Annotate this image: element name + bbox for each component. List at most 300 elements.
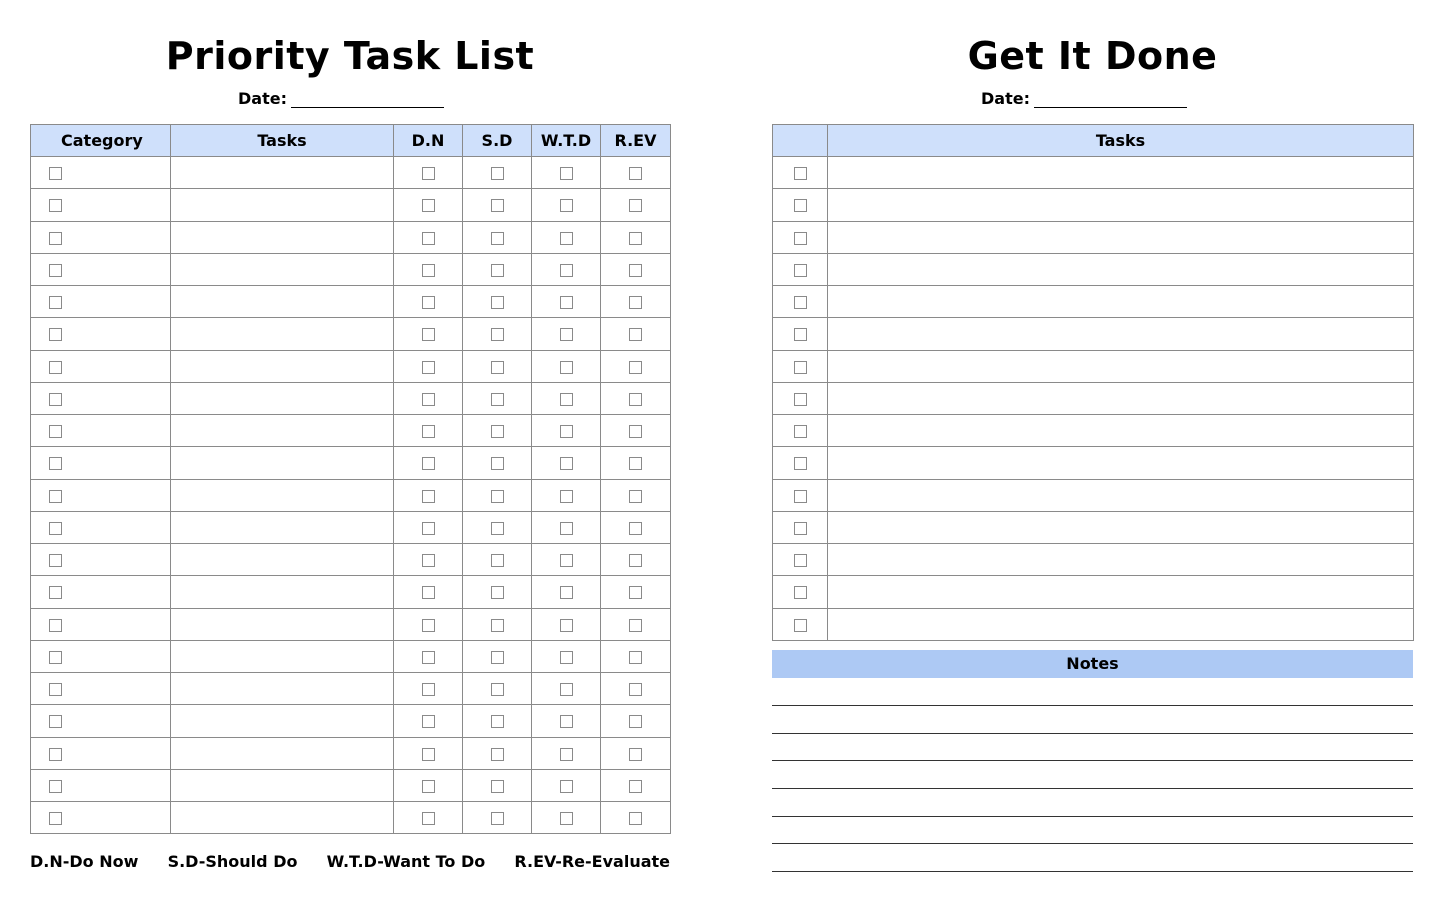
category-cell — [31, 737, 171, 769]
tasks-cell[interactable] — [171, 318, 394, 350]
category-checkbox[interactable] — [49, 232, 62, 245]
tasks-cell[interactable] — [171, 576, 394, 608]
re-evaluate-checkbox[interactable] — [629, 586, 642, 599]
do-now-checkbox[interactable] — [422, 393, 435, 406]
table-row — [31, 221, 671, 253]
notes-line[interactable] — [772, 733, 1413, 734]
table-row — [31, 640, 671, 672]
want-to-do-cell — [532, 318, 601, 350]
legend-re-evaluate: R.EV-Re-Evaluate — [514, 852, 670, 871]
do-now-cell — [394, 415, 463, 447]
want-to-do-checkbox[interactable] — [560, 425, 573, 438]
should-do-cell — [463, 511, 532, 543]
tasks-cell[interactable] — [171, 415, 394, 447]
notes-header: Notes — [772, 650, 1413, 678]
do-now-checkbox[interactable] — [422, 167, 435, 180]
should-do-cell — [463, 189, 532, 221]
should-do-checkbox[interactable] — [491, 522, 504, 535]
want-to-do-checkbox[interactable] — [560, 586, 573, 599]
should-do-cell — [463, 157, 532, 189]
table-row — [31, 705, 671, 737]
check-cell — [773, 189, 828, 221]
should-do-cell — [463, 802, 532, 834]
want-to-do-checkbox[interactable] — [560, 328, 573, 341]
category-cell — [31, 640, 171, 672]
do-now-checkbox[interactable] — [422, 296, 435, 309]
check-cell — [773, 415, 828, 447]
should-do-checkbox[interactable] — [491, 199, 504, 212]
task-checkbox[interactable] — [794, 393, 807, 406]
notes-line[interactable] — [772, 760, 1413, 761]
task-cell[interactable] — [828, 350, 1414, 382]
do-now-cell — [394, 221, 463, 253]
tasks-cell[interactable] — [171, 802, 394, 834]
want-to-do-checkbox[interactable] — [560, 812, 573, 825]
do-now-checkbox[interactable] — [422, 522, 435, 535]
do-now-checkbox[interactable] — [422, 457, 435, 470]
want-to-do-checkbox[interactable] — [560, 490, 573, 503]
want-to-do-cell — [532, 544, 601, 576]
should-do-cell — [463, 673, 532, 705]
should-do-checkbox[interactable] — [491, 619, 504, 632]
re-evaluate-cell — [601, 705, 671, 737]
re-evaluate-cell — [601, 802, 671, 834]
category-cell — [31, 673, 171, 705]
should-do-cell — [463, 382, 532, 414]
category-checkbox[interactable] — [49, 457, 62, 470]
do-now-cell — [394, 511, 463, 543]
legend-do-now: D.N-Do Now — [30, 852, 139, 871]
task-checkbox[interactable] — [794, 167, 807, 180]
priority-task-list-title: Priority Task List — [165, 34, 535, 78]
want-to-do-checkbox[interactable] — [560, 715, 573, 728]
category-cell — [31, 705, 171, 737]
should-do-cell — [463, 737, 532, 769]
want-to-do-cell — [532, 221, 601, 253]
table-row — [773, 350, 1414, 382]
do-now-checkbox[interactable] — [422, 715, 435, 728]
check-cell — [773, 286, 828, 318]
task-checkbox[interactable] — [794, 586, 807, 599]
task-cell[interactable] — [828, 318, 1414, 350]
table-row — [773, 253, 1414, 285]
do-now-checkbox[interactable] — [422, 554, 435, 567]
table-row — [31, 769, 671, 801]
should-do-checkbox[interactable] — [491, 586, 504, 599]
task-cell[interactable] — [828, 189, 1414, 221]
tasks-cell[interactable] — [171, 769, 394, 801]
check-cell — [773, 447, 828, 479]
category-checkbox[interactable] — [49, 490, 62, 503]
want-to-do-cell — [532, 350, 601, 382]
table-row — [31, 157, 671, 189]
re-evaluate-checkbox[interactable] — [629, 167, 642, 180]
table-row — [31, 576, 671, 608]
should-do-checkbox[interactable] — [491, 715, 504, 728]
tasks-cell[interactable] — [171, 350, 394, 382]
left-date-line[interactable] — [291, 93, 444, 108]
task-cell[interactable] — [828, 544, 1414, 576]
task-checkbox[interactable] — [794, 296, 807, 309]
right-date-field[interactable] — [981, 89, 1187, 108]
should-do-checkbox[interactable] — [491, 457, 504, 470]
category-cell — [31, 382, 171, 414]
tasks-cell[interactable] — [171, 189, 394, 221]
should-do-checkbox[interactable] — [491, 296, 504, 309]
check-cell — [773, 479, 828, 511]
want-to-do-cell — [532, 447, 601, 479]
table-row — [31, 737, 671, 769]
task-cell[interactable] — [828, 253, 1414, 285]
task-cell[interactable] — [828, 286, 1414, 318]
re-evaluate-cell — [601, 382, 671, 414]
re-evaluate-checkbox[interactable] — [629, 361, 642, 374]
table-row — [31, 802, 671, 834]
do-now-checkbox[interactable] — [422, 619, 435, 632]
tasks-cell[interactable] — [171, 608, 394, 640]
re-evaluate-checkbox[interactable] — [629, 715, 642, 728]
table-row — [31, 415, 671, 447]
table-row — [31, 189, 671, 221]
re-evaluate-checkbox[interactable] — [629, 748, 642, 761]
want-to-do-checkbox[interactable] — [560, 619, 573, 632]
category-checkbox[interactable] — [49, 393, 62, 406]
do-now-checkbox[interactable] — [422, 199, 435, 212]
do-now-checkbox[interactable] — [422, 683, 435, 696]
want-to-do-checkbox[interactable] — [560, 748, 573, 761]
tasks-cell[interactable] — [171, 640, 394, 672]
re-evaluate-checkbox[interactable] — [629, 264, 642, 277]
category-checkbox[interactable] — [49, 199, 62, 212]
tasks-cell[interactable] — [171, 382, 394, 414]
priority-legend — [30, 852, 670, 871]
table-row — [31, 318, 671, 350]
do-now-cell — [394, 608, 463, 640]
get-it-done-table — [772, 124, 1414, 641]
want-to-do-checkbox[interactable] — [560, 167, 573, 180]
category-checkbox[interactable] — [49, 651, 62, 664]
do-now-checkbox[interactable] — [422, 748, 435, 761]
task-cell[interactable] — [828, 157, 1414, 189]
want-to-do-cell — [532, 576, 601, 608]
table-row — [31, 253, 671, 285]
do-now-cell — [394, 350, 463, 382]
should-do-checkbox[interactable] — [491, 780, 504, 793]
tasks-cell[interactable] — [171, 221, 394, 253]
do-now-checkbox[interactable] — [422, 232, 435, 245]
category-checkbox[interactable] — [49, 554, 62, 567]
check-cell — [773, 350, 828, 382]
category-checkbox[interactable] — [49, 619, 62, 632]
task-checkbox[interactable] — [794, 522, 807, 535]
task-cell[interactable] — [828, 382, 1414, 414]
should-do-checkbox[interactable] — [491, 425, 504, 438]
should-do-cell — [463, 608, 532, 640]
re-evaluate-cell — [601, 350, 671, 382]
category-checkbox[interactable] — [49, 586, 62, 599]
table-row — [773, 479, 1414, 511]
table-row — [773, 157, 1414, 189]
re-evaluate-cell — [601, 479, 671, 511]
should-do-cell — [463, 415, 532, 447]
do-now-cell — [394, 382, 463, 414]
table-row — [31, 673, 671, 705]
re-evaluate-cell — [601, 253, 671, 285]
column-header-tasks: Tasks — [171, 125, 394, 157]
re-evaluate-cell — [601, 157, 671, 189]
want-to-do-checkbox[interactable] — [560, 457, 573, 470]
category-checkbox[interactable] — [49, 296, 62, 309]
want-to-do-checkbox[interactable] — [560, 264, 573, 277]
get-it-done-title: Get It Done — [967, 34, 1218, 78]
want-to-do-cell — [532, 157, 601, 189]
table-row — [773, 286, 1414, 318]
re-evaluate-cell — [601, 640, 671, 672]
do-now-checkbox[interactable] — [422, 361, 435, 374]
should-do-cell — [463, 544, 532, 576]
task-checkbox[interactable] — [794, 264, 807, 277]
task-checkbox[interactable] — [794, 361, 807, 374]
re-evaluate-checkbox[interactable] — [629, 457, 642, 470]
want-to-do-checkbox[interactable] — [560, 522, 573, 535]
table-row — [773, 511, 1414, 543]
re-evaluate-cell — [601, 447, 671, 479]
tasks-cell[interactable] — [171, 447, 394, 479]
re-evaluate-checkbox[interactable] — [629, 780, 642, 793]
category-cell — [31, 576, 171, 608]
re-evaluate-checkbox[interactable] — [629, 296, 642, 309]
re-evaluate-cell — [601, 415, 671, 447]
re-evaluate-checkbox[interactable] — [629, 651, 642, 664]
should-do-checkbox[interactable] — [491, 651, 504, 664]
category-checkbox[interactable] — [49, 780, 62, 793]
category-cell — [31, 447, 171, 479]
do-now-checkbox[interactable] — [422, 264, 435, 277]
want-to-do-cell — [532, 737, 601, 769]
re-evaluate-cell — [601, 221, 671, 253]
should-do-checkbox[interactable] — [491, 812, 504, 825]
should-do-cell — [463, 479, 532, 511]
should-do-cell — [463, 447, 532, 479]
category-cell — [31, 544, 171, 576]
table-row — [31, 286, 671, 318]
task-checkbox[interactable] — [794, 619, 807, 632]
category-checkbox[interactable] — [49, 522, 62, 535]
table-row — [773, 415, 1414, 447]
task-checkbox[interactable] — [794, 490, 807, 503]
want-to-do-cell — [532, 382, 601, 414]
re-evaluate-checkbox[interactable] — [629, 619, 642, 632]
should-do-checkbox[interactable] — [491, 683, 504, 696]
task-cell[interactable] — [828, 447, 1414, 479]
task-cell[interactable] — [828, 576, 1414, 608]
tasks-cell[interactable] — [171, 286, 394, 318]
table-row — [773, 576, 1414, 608]
want-to-do-checkbox[interactable] — [560, 683, 573, 696]
re-evaluate-checkbox[interactable] — [629, 554, 642, 567]
notes-line[interactable] — [772, 788, 1413, 789]
category-cell — [31, 157, 171, 189]
table-row — [31, 382, 671, 414]
want-to-do-checkbox[interactable] — [560, 296, 573, 309]
tasks-cell[interactable] — [171, 253, 394, 285]
should-do-checkbox[interactable] — [491, 490, 504, 503]
do-now-cell — [394, 189, 463, 221]
left-date-field[interactable] — [238, 89, 444, 108]
want-to-do-checkbox[interactable] — [560, 780, 573, 793]
should-do-checkbox[interactable] — [491, 393, 504, 406]
re-evaluate-checkbox[interactable] — [629, 683, 642, 696]
task-cell[interactable] — [828, 608, 1414, 640]
category-checkbox[interactable] — [49, 812, 62, 825]
should-do-checkbox[interactable] — [491, 328, 504, 341]
re-evaluate-cell — [601, 673, 671, 705]
tasks-cell[interactable] — [171, 544, 394, 576]
re-evaluate-checkbox[interactable] — [629, 199, 642, 212]
do-now-checkbox[interactable] — [422, 490, 435, 503]
tasks-cell[interactable] — [171, 157, 394, 189]
re-evaluate-checkbox[interactable] — [629, 490, 642, 503]
re-evaluate-cell — [601, 511, 671, 543]
category-cell — [31, 802, 171, 834]
do-now-cell — [394, 737, 463, 769]
do-now-checkbox[interactable] — [422, 812, 435, 825]
want-to-do-checkbox[interactable] — [560, 199, 573, 212]
column-header-category: Category — [31, 125, 171, 157]
category-checkbox[interactable] — [49, 264, 62, 277]
tasks-cell[interactable] — [171, 511, 394, 543]
do-now-cell — [394, 705, 463, 737]
should-do-cell — [463, 769, 532, 801]
category-checkbox[interactable] — [49, 683, 62, 696]
want-to-do-checkbox[interactable] — [560, 393, 573, 406]
category-cell — [31, 415, 171, 447]
legend-should-do: S.D-Should Do — [167, 852, 298, 871]
re-evaluate-cell — [601, 318, 671, 350]
check-cell — [773, 221, 828, 253]
do-now-cell — [394, 157, 463, 189]
notes-line[interactable] — [772, 705, 1413, 706]
should-do-checkbox[interactable] — [491, 264, 504, 277]
right-date-line[interactable] — [1034, 93, 1187, 108]
re-evaluate-checkbox[interactable] — [629, 812, 642, 825]
should-do-cell — [463, 640, 532, 672]
re-evaluate-cell — [601, 189, 671, 221]
check-cell — [773, 382, 828, 414]
category-checkbox[interactable] — [49, 748, 62, 761]
do-now-checkbox[interactable] — [422, 328, 435, 341]
column-header-should-do: S.D — [463, 125, 532, 157]
do-now-cell — [394, 802, 463, 834]
category-checkbox[interactable] — [49, 328, 62, 341]
should-do-checkbox[interactable] — [491, 748, 504, 761]
task-cell[interactable] — [828, 415, 1414, 447]
priority-task-table — [30, 124, 671, 834]
re-evaluate-checkbox[interactable] — [629, 232, 642, 245]
notes-line[interactable] — [772, 871, 1413, 872]
should-do-cell — [463, 576, 532, 608]
should-do-cell — [463, 221, 532, 253]
legend-want-to-do: W.T.D-Want To Do — [326, 852, 486, 871]
want-to-do-cell — [532, 802, 601, 834]
check-cell — [773, 157, 828, 189]
category-cell — [31, 318, 171, 350]
notes-line[interactable] — [772, 843, 1413, 844]
left-date-label: Date: — [238, 89, 287, 108]
tasks-cell[interactable] — [171, 737, 394, 769]
column-header-tasks: Tasks — [828, 125, 1414, 157]
want-to-do-cell — [532, 769, 601, 801]
table-row — [773, 447, 1414, 479]
task-checkbox[interactable] — [794, 232, 807, 245]
re-evaluate-checkbox[interactable] — [629, 522, 642, 535]
column-header-check — [773, 125, 828, 157]
do-now-cell — [394, 479, 463, 511]
table-row — [773, 544, 1414, 576]
want-to-do-checkbox[interactable] — [560, 232, 573, 245]
category-checkbox[interactable] — [49, 715, 62, 728]
task-checkbox[interactable] — [794, 554, 807, 567]
category-checkbox[interactable] — [49, 361, 62, 374]
do-now-cell — [394, 253, 463, 285]
re-evaluate-cell — [601, 608, 671, 640]
category-cell — [31, 511, 171, 543]
task-cell[interactable] — [828, 511, 1414, 543]
should-do-checkbox[interactable] — [491, 232, 504, 245]
check-cell — [773, 608, 828, 640]
should-do-checkbox[interactable] — [491, 167, 504, 180]
do-now-checkbox[interactable] — [422, 425, 435, 438]
should-do-checkbox[interactable] — [491, 361, 504, 374]
tasks-cell[interactable] — [171, 673, 394, 705]
do-now-checkbox[interactable] — [422, 780, 435, 793]
do-now-cell — [394, 286, 463, 318]
task-cell[interactable] — [828, 221, 1414, 253]
table-row — [31, 511, 671, 543]
notes-line[interactable] — [772, 816, 1413, 817]
tasks-cell[interactable] — [171, 705, 394, 737]
want-to-do-checkbox[interactable] — [560, 651, 573, 664]
category-checkbox[interactable] — [49, 167, 62, 180]
table-row — [31, 544, 671, 576]
should-do-cell — [463, 253, 532, 285]
task-cell[interactable] — [828, 479, 1414, 511]
want-to-do-cell — [532, 640, 601, 672]
re-evaluate-checkbox[interactable] — [629, 425, 642, 438]
task-checkbox[interactable] — [794, 457, 807, 470]
task-checkbox[interactable] — [794, 328, 807, 341]
category-cell — [31, 769, 171, 801]
want-to-do-cell — [532, 608, 601, 640]
check-cell — [773, 576, 828, 608]
tasks-cell[interactable] — [171, 479, 394, 511]
want-to-do-cell — [532, 479, 601, 511]
do-now-cell — [394, 318, 463, 350]
should-do-cell — [463, 318, 532, 350]
do-now-cell — [394, 769, 463, 801]
do-now-checkbox[interactable] — [422, 651, 435, 664]
category-checkbox[interactable] — [49, 425, 62, 438]
re-evaluate-checkbox[interactable] — [629, 393, 642, 406]
should-do-cell — [463, 286, 532, 318]
task-checkbox[interactable] — [794, 199, 807, 212]
should-do-checkbox[interactable] — [491, 554, 504, 567]
do-now-checkbox[interactable] — [422, 586, 435, 599]
want-to-do-checkbox[interactable] — [560, 554, 573, 567]
task-checkbox[interactable] — [794, 425, 807, 438]
want-to-do-checkbox[interactable] — [560, 361, 573, 374]
re-evaluate-checkbox[interactable] — [629, 328, 642, 341]
